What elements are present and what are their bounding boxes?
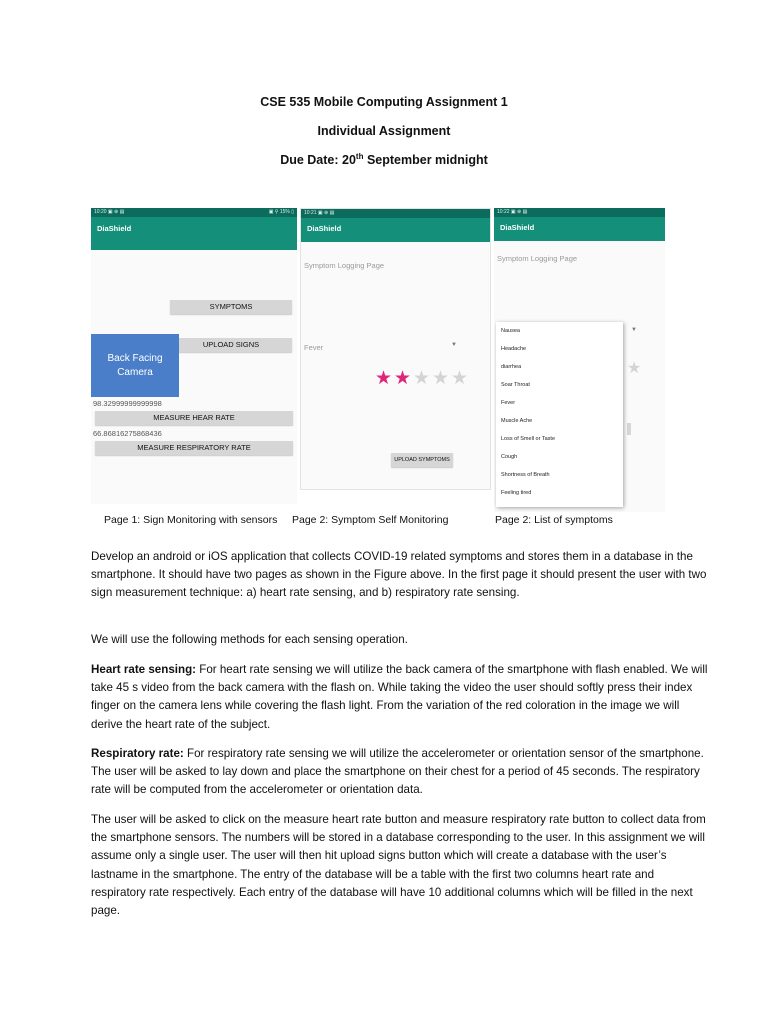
star-icon[interactable]: ★ [413,368,431,389]
doc-subtitle: Individual Assignment [317,124,451,138]
phone-screenshot-symptom-list [494,208,665,512]
caption-page2-list: Page 2: List of symptoms [495,514,613,526]
status-left: 10:20 ▣ ⊕ ▤ [94,209,125,215]
paragraph-respiratory [91,745,711,800]
phone-screenshot-symptom-self-monitoring [300,208,491,490]
respiratory-text: For respiratory rate sensing we will utilize the accelerometer or orientation sensor of the smartphone. The user will be asked to lay down and place the smartphone on their chest for a period of 45 seconds. The respiratory rate will be computed from the accelerometer or orientation data. [91,747,704,797]
upload-symptoms-button[interactable]: UPLOAD SYMPTOMS [391,453,453,467]
status-bar [301,209,490,218]
doc-title: CSE 535 Mobile Computing Assignment 1 [260,95,508,109]
paragraph-heart-rate [91,661,711,734]
star-icon[interactable]: ★ [375,368,393,389]
due-suffix: September midnight [363,153,488,168]
app-title: DiaShield [500,223,535,232]
star-icon[interactable]: ★ [451,368,469,389]
symptom-dropdown[interactable]: Fever [304,343,324,352]
status-bar [494,208,665,217]
status-left: 10:22 ▣ ⊕ ▤ [497,209,528,215]
caption-page2: Page 2: Symptom Self Monitoring [292,514,449,526]
symptom-option[interactable]: Fever [501,400,516,406]
upload-signs-button[interactable]: UPLOAD SIGNS [170,338,292,352]
star-icon-partial: ★ [627,360,642,377]
due-date [0,152,768,167]
measure-heart-rate-button[interactable]: MEASURE HEAR RATE [95,411,293,425]
symptom-option[interactable]: Headache [501,346,527,352]
button-edge [627,423,631,435]
paragraph-database: The user will be asked to click on the measure heart rate button and measure respiratory rate button to collect data from the smartphone sensors. The numbers will be stored in a database corresponding to the user. In this assignment we will assume only a single user. The user will then hit upload signs button which will create a database with the user’s lastname in the smartphone. The entry of the database will be a table with the first two columns heart rate and respiratory rate respectively. Each entry of the database will have 10 additional columns which will be filled in the next page. [91,813,706,918]
dropdown-arrow-icon[interactable]: ▼ [631,327,637,333]
symptom-option[interactable]: Loss of Smell or Taste [501,436,556,442]
status-right: ▣ ⚲ 15% ▯ [268,209,294,215]
symptom-option[interactable]: Feeling tired [501,490,532,496]
paragraph-intro: Develop an android or iOS application that collects COVID-19 related symptoms and stores them in a database in the smartphone. It should have two pages as shown in the Figure above. In the first page it should present the user with two sign measurement technique: a) heart rate sensing, and b) respiratory rate sensing. [91,550,707,600]
page-label: Symptom Logging Page [497,254,578,263]
symptom-option[interactable]: Cough [501,454,518,460]
symptom-option[interactable]: diarrhea [501,364,522,370]
due-sup: th [355,152,364,161]
due-prefix: Due Date: 20 [280,153,356,168]
app-bar [494,217,665,241]
symptom-option[interactable]: Muscle Ache [501,418,533,424]
app-bar [301,218,490,242]
respiratory-label: Respiratory rate: [91,747,184,760]
symptoms-button[interactable]: SYMPTOMS [170,300,292,314]
dropdown-arrow-icon[interactable]: ▼ [451,342,457,348]
app-bar [91,217,297,250]
status-bar [91,208,297,217]
heart-rate-text: For heart rate sensing we will utilize the back camera of the smartphone with flash enabled. We will take 45 s video from the back camera with the flash on. While taking the video the user should softly press their index finger on the camera lens while covering the flash light. From the variation of the red coloration in the image we will derive the heart rate of the subject. [91,663,708,731]
phone-screenshot-sign-monitoring [91,208,297,504]
measure-respiratory-rate-button[interactable]: MEASURE RESPIRATORY RATE [95,441,293,455]
status-left: 10:21 ▣ ⊕ ▤ [304,210,335,216]
star-icon[interactable]: ★ [432,368,450,389]
star-icon[interactable]: ★ [394,368,412,389]
symptom-dropdown-list[interactable] [496,322,623,507]
heart-rate-label: Heart rate sensing: [91,663,197,676]
resp-rate-value: 66.86816275868436 [93,429,162,438]
symptom-option[interactable]: Nausea [501,328,520,334]
caption-page1: Page 1: Sign Monitoring with sensors [104,514,278,526]
symptom-option[interactable]: Shortness of Breath [501,472,550,478]
app-title: DiaShield [307,224,342,233]
paragraph-methods: We will use the following methods for each sensing operation. [91,633,408,646]
page-label: Symptom Logging Page [304,261,385,270]
camera-preview: Back Facing Camera [91,334,179,397]
symptom-option[interactable]: Soar Throat [501,382,530,388]
app-title: DiaShield [97,224,132,233]
heart-rate-value: 98.32999999999998 [93,399,162,408]
